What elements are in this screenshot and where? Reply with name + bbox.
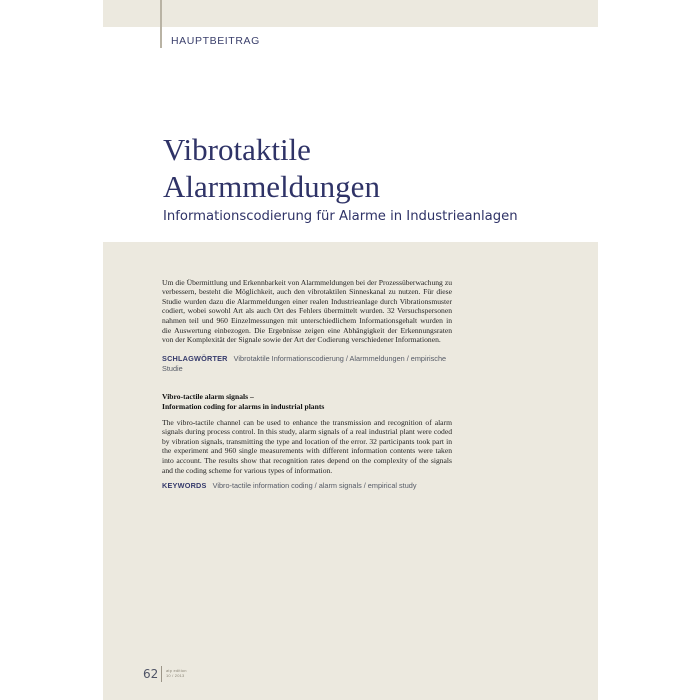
journal-name: atp edition xyxy=(166,668,187,673)
section-divider xyxy=(160,0,162,48)
abstract-english-heading-line1: Vibro-tactile alarm signals – xyxy=(162,392,254,401)
keywords-english-text: Vibro-tactile information coding / alarm signals / empirical study xyxy=(212,481,417,490)
page-number-divider xyxy=(161,666,162,682)
keywords-english-label: KEYWORDS xyxy=(162,481,207,490)
abstract-english-heading xyxy=(162,392,452,411)
journal-page xyxy=(103,0,598,700)
article-title-line1: Vibrotaktile xyxy=(163,132,311,167)
journal-info xyxy=(166,668,187,678)
keywords-german-text: Vibrotaktile Informationscodierung / Alarmmeldungen / empirische Studie xyxy=(162,354,447,373)
top-color-band xyxy=(103,0,598,27)
abstract-english: The vibro-tactile channel can be used to enhance the transmission and recognition of alarm signals during process control. In this study, alarm signals of a real industrial plant were coded by vibration signals, transmitting the type and location of the error. 32 participants took part in the experiment and 960 single measurements with different information contents were taken into account. The results show that recognition rates depend on the complexity of the signals and the coding scheme for various types of information. xyxy=(162,417,452,475)
article-title-line2: Alarmmeldungen xyxy=(163,169,380,204)
article-title xyxy=(163,131,583,205)
abstract-german: Um die Übermittlung und Erkennbarkeit von Alarmmeldungen bei der Prozessüberwachung zu verbessern, besteht die Möglichkeit, auch den vibrotaktilen Sinneskanal zu nutzen. Für diese Studie wurden dazu die Alarmmeldungen einer realen Industrieanlage durch Vibrationsmuster codiert, wobei sowohl Art als auch Ort des Fehlers übermittelt wurden. 32 Versuchspersonen nahmen teil und 960 Einzelmessungen mit unterschiedlichem Informationsgehalt wurden in die Auswertung einbezogen. Die Ergebnisse zeigen eine Abhängigkeit der Erkennungsraten von der Komplexität der Signale sowie der Art der Codierung verschiedener Informationen. xyxy=(162,277,452,345)
page-number: 62 xyxy=(143,667,159,681)
article-subtitle: Informationscodierung für Alarme in Industrieanlagen xyxy=(163,209,518,224)
keywords-german-label: SCHLAGWÖRTER xyxy=(162,354,228,363)
keywords-english xyxy=(162,481,462,491)
abstract-english-heading-line2: Information coding for alarms in industrial plants xyxy=(162,401,325,411)
keywords-german xyxy=(162,354,452,374)
section-label: HAUPTBEITRAG xyxy=(171,35,260,47)
journal-issue: 10 / 2013 xyxy=(166,673,185,678)
